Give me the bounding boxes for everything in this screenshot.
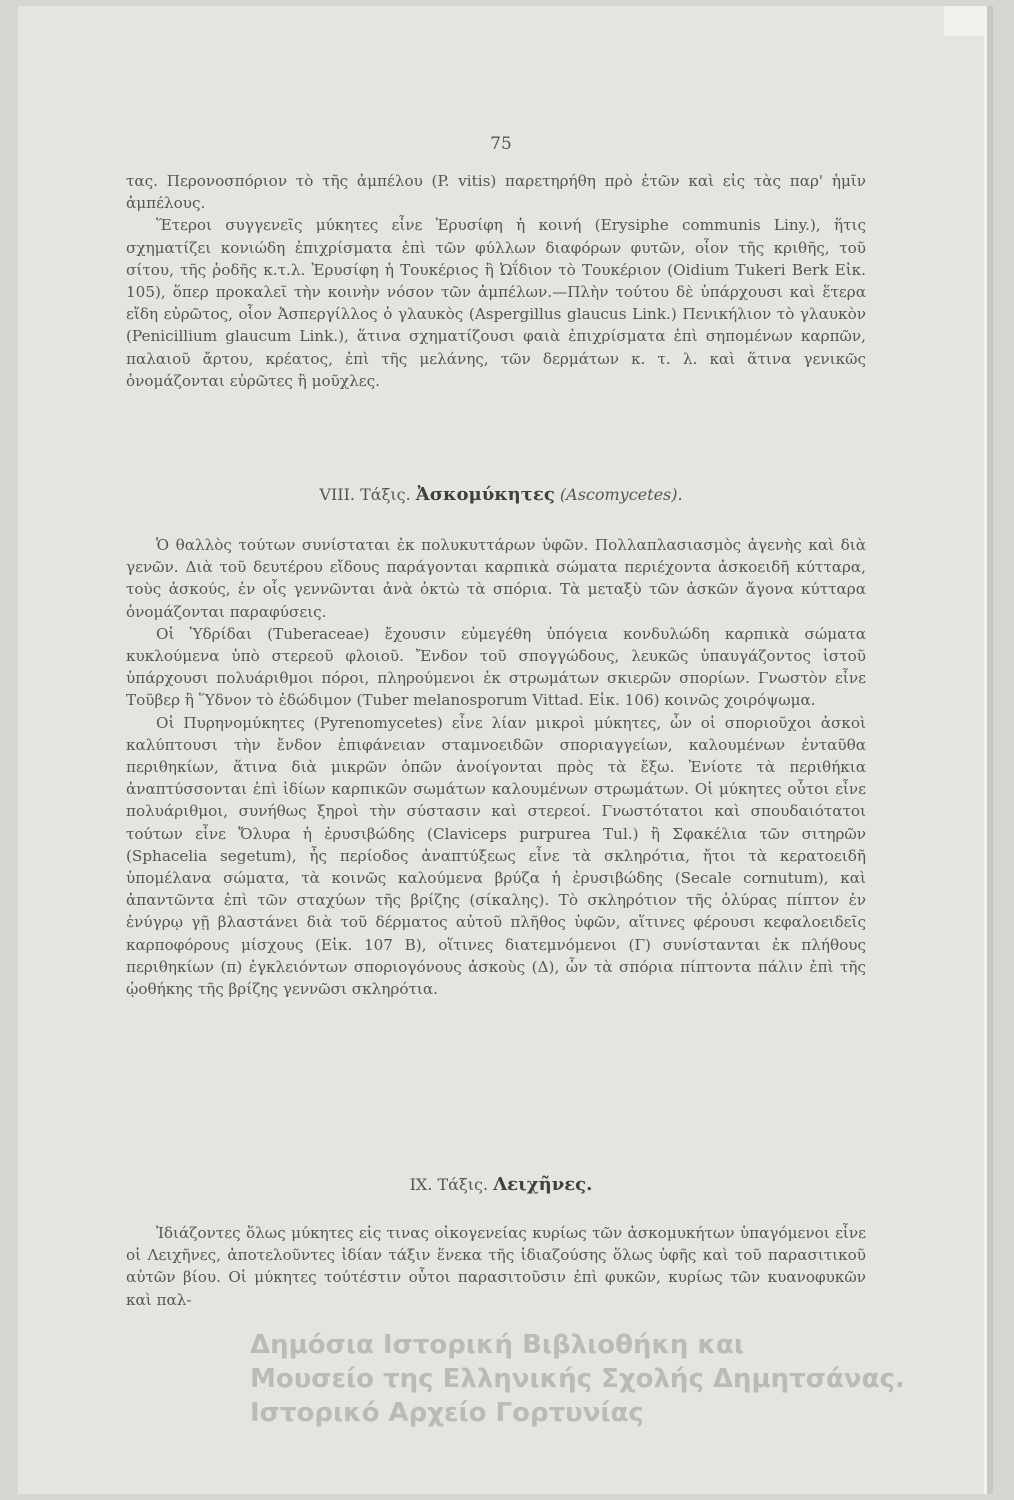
section-title: Ἀσκομύκητες xyxy=(415,484,555,505)
page-number: 75 xyxy=(490,134,512,154)
paragraph: Οἱ Ὑδρίδαι (Tuberaceae) ἔχουσιν εὐμεγέθη ὑπόγεια κονδυλώδη καρπικὰ σώματα κυκλούμενα ὑπὸ στερεοῦ φλοιοῦ. Ἔνδον τοῦ σπογγώδους, λευκῶς ὑπαυγάζοντος ἱστοῦ ὑπάρχουσι πολυάριθμοι πόροι, πληρούμενοι ἐκ στρωμάτων σκιερῶν σπορίων. Γνωστὸν εἶνε Τοῦβερ ἢ Ὕδνον τὸ ἐδώδιμον (Tuber melanosporum Vittad. Εἰκ. 106) κοινῶς χοιρόψωμα. xyxy=(126,624,866,710)
section-heading-ix xyxy=(18,1174,984,1195)
section-latin: (Ascomycetes). xyxy=(559,485,683,504)
section-prefix: IX. Τάξις. xyxy=(409,1175,489,1194)
page-sheet xyxy=(18,6,987,1494)
watermark-line: Μουσείο της Ελληνικής Σχολής Δημητσάνας. xyxy=(250,1364,905,1394)
text-block-top xyxy=(126,170,866,392)
watermark-line: Δημόσια Ιστορική Βιβλιοθήκη και xyxy=(250,1330,744,1360)
paragraph: Ἕτεροι συγγενεῖς μύκητες εἶνε Ἐρυσίφη ἡ κοινή (Erysiphe communis Liny.), ἥτις σχηματίζει κονιώδη ἐπιχρίσματα ἐπὶ τῶν φύλλων διαφόρων φυτῶν, οἷον τῆς κριθῆς, τοῦ σίτου, τῆς ῥοδῆς κ.τ.λ. Ἐρυσίφη ἡ Τουκέριος ἢ Ὠΐδιον τὸ Τουκέριον (Oidium Tukeri Berk Εἰκ. 105), ὅπερ προκαλεῖ τὴν κοινὴν νόσον τῶν ἀμπέλων.—Πλὴν τούτου δὲ ὑπάρχουσι καὶ ἕτερα εἴδη εὐρῶτος, οἷον Ἀσπεργίλλος ὁ γλαυκὸς (Aspergillus glaucus Link.) Πενικήλιον τὸ γλαυκὸν (Penicillium glaucum Link.), ἅτινα σχηματίζουσι φαιὰ ἐπιχρίσματα ἐπὶ σηπομένων καρπῶν, παλαιοῦ ἄρτου, κρέατος, ἐπὶ τῆς μελάνης, τῶν δερμάτων κ. τ. λ. καὶ ἅτινα γενικῶς ὀνομάζονται εὐρῶτες ἢ μοῦχλες. xyxy=(126,216,866,390)
paragraph: Ἰδιάζοντες ὅλως μύκητες εἰς τινας οἰκογενείας κυρίως τῶν ἀσκομυκήτων ὑπαγόμενοι εἶνε οἱ Λειχῆνες, ἀποτελοῦντες ἰδίαν τάξιν ἕνεκα τῆς ἰδιαζούσης ὅλως ὑφῆς καὶ τοῦ παρασιτικοῦ αὐτῶν βίου. Οἱ μύκητες τούτέστιν οὗτοι παρασιτοῦσιν ἐπὶ φυκῶν, κυρίως τῶν κυανοφυκῶν καὶ παλ- xyxy=(126,1224,866,1309)
paragraph: τας. Περονοσπόριον τὸ τῆς ἀμπέλου (P. vitis) παρετηρήθη πρὸ ἐτῶν καὶ εἰς τὰς παρ' ἡμῖν ἀμπέλους. xyxy=(126,172,866,213)
library-watermark xyxy=(250,1328,1010,1430)
watermark-line: Ιστορικό Αρχείο Γορτυνίας xyxy=(250,1398,644,1428)
section-heading-viii xyxy=(18,484,984,505)
paragraph: Οἱ Πυρηνομύκητες (Pyrenomycetes) εἶνε λίαν μικροὶ μύκητες, ὧν οἱ σποριοῦχοι ἀσκοὶ καλύπτουσι τὴν ἔνδον ἐπιφάνειαν σταμνοειδῶν σποριαγγείων, καλουμένων ἐνταῦθα περιθηκίων, ἅτινα διὰ μικρῶν ὀπῶν ἀνοίγονται πρὸς τὰ ἔξω. Ἐνίοτε τὰ περιθήκια ἀναπτύσσονται ἐπὶ ἰδίων καρπικῶν σωμάτων καλουμένων στρωμάτων. Οἱ μύκητες οὗτοι εἶνε πολυάριθμοι, συνήθως ξηροὶ τὴν σύστασιν καὶ στερεοί. Γνωστότατοι καὶ σπουδαιότατοι τούτων εἶνε Ὄλυρα ἡ ἐρυσιβώδης (Claviceps purpurea Tul.) ἢ Σφακέλια τῶν σιτηρῶν (Sphacelia segetum), ἧς περίοδος ἀναπτύξεως εἶνε τὰ σκληρότια, ἤτοι τὰ κερατοειδῆ ὑπομέλανα σώματα, τὰ κοινῶς καλούμενα βρύζα ἡ ἐρυσιβώδης (Secale cornutum), καὶ ἀπαντῶντα ἐπὶ τῶν σταχύων τῆς βρίζης (σίκαλης). Τὸ σκληρότιον τῆς ὀλύρας πίπτον ἐν ἐνύγρῳ γῇ βλαστάνει διὰ τοῦ δέρματος αὐτοῦ πλῆθος ὑφῶν, αἵτινες φέρουσι κεφαλοειδεῖς καρποφόρους μίσχους (Εἰκ. 107 Β), οἵτινες διατεμνόμενοι (Γ) συνίστανται ἐκ πλήθους περιθηκίων (π) ἐγκλειόντων σποριογόνους ἀσκοὺς (Δ), ὧν τὰ σπόρια πίπτοντα πάλιν ἐπὶ τῆς ᾠοθήκης τῆς βρίζης γεννῶσι σκληρότια. xyxy=(126,713,866,999)
section-title: Λειχῆνες. xyxy=(493,1174,593,1195)
paragraph: Ὁ θαλλὸς τούτων συνίσταται ἐκ πολυκυττάρων ὑφῶν. Πολλαπλασιασμὸς ἀγενὴς καὶ διὰ γενῶν. Διὰ τοῦ δευτέρου εἴδους παράγονται καρπικὰ σώματα περιέχοντα ἀσκοειδῆ κύτταρα, τοὺς ἀσκούς, ἐν οἷς γεννῶνται ἀνὰ ὀκτὼ τὰ σπόρια. Τὰ μεταξὺ τῶν ἀσκῶν ἄγονα κύτταρα ὀνομάζονται παραφύσεις. xyxy=(126,536,866,621)
section-prefix: VIII. Τάξις. xyxy=(319,485,411,504)
text-block-section-viii xyxy=(126,534,866,1000)
text-block-section-ix xyxy=(126,1222,866,1311)
page-corner xyxy=(944,6,984,36)
